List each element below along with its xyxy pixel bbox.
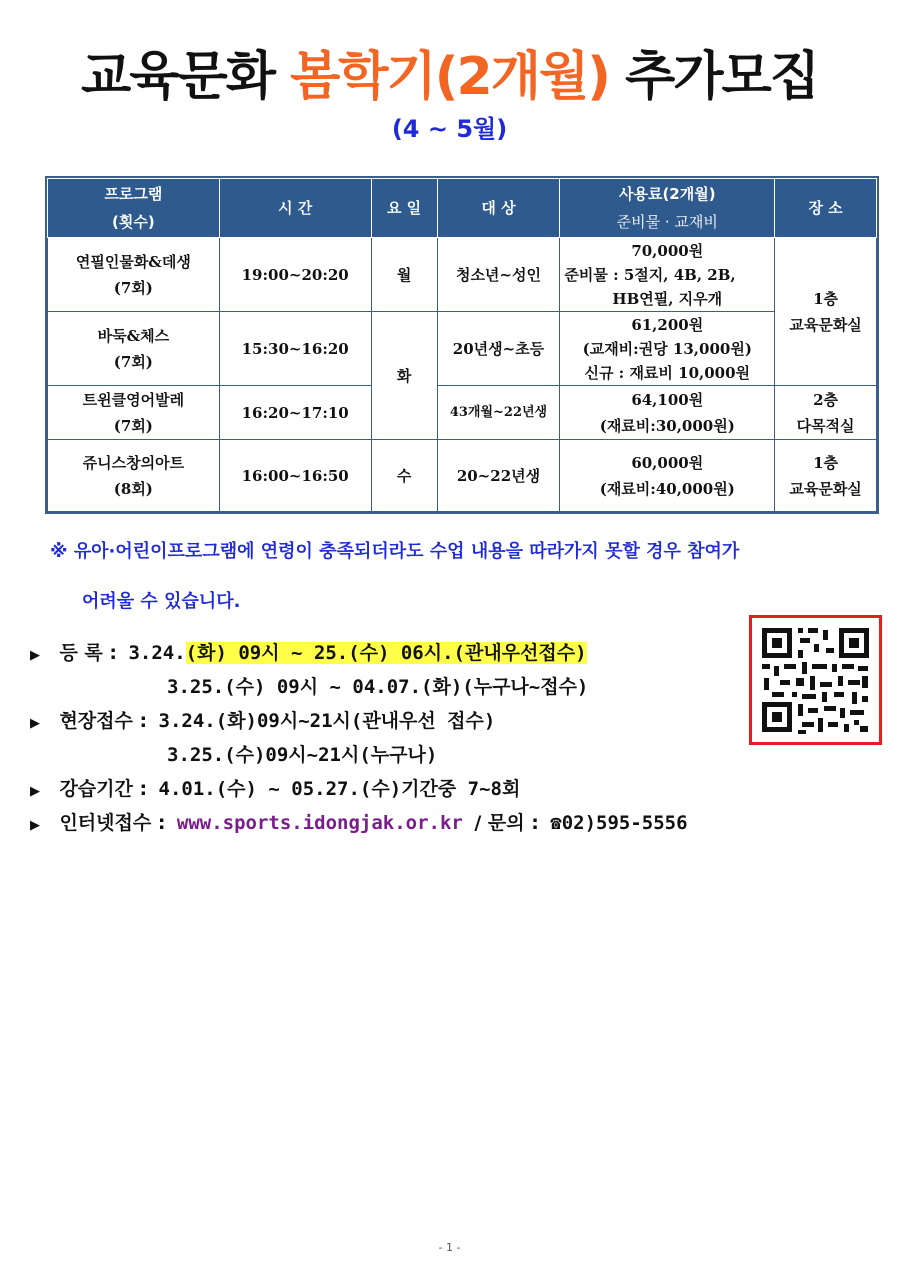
program-target: 20년생~초등 [437, 312, 560, 386]
program-target: 청소년~성인 [437, 238, 560, 312]
registration-label: 등 록 : [59, 642, 117, 664]
table-header-row [48, 179, 877, 238]
onsite-row [30, 704, 790, 738]
registration-info [30, 636, 790, 840]
table-row [48, 440, 877, 512]
program-day: 화 [371, 312, 437, 440]
table-row [48, 312, 877, 386]
age-notice [50, 527, 880, 627]
program-time: 16:20~17:10 [219, 386, 371, 440]
onsite-label: 현장접수 : [59, 710, 148, 732]
program-fee: 61,200원 (교재비:권당 13,000원) 신규 : 재료비 10,000원 [560, 312, 775, 386]
program-fee: 60,000원 (재료비:40,000원) [560, 440, 775, 512]
registration-row [30, 636, 790, 670]
bullet-triangle-icon: ▶ [30, 784, 40, 799]
registration-website-link[interactable]: www.sports.idongjak.or.kr [176, 812, 463, 834]
period-value: 4.01.(수) ~ 05.27.(수)기간중 7~8회 [158, 778, 521, 800]
period-row [30, 772, 790, 806]
bullet-triangle-icon: ▶ [30, 818, 40, 833]
internet-row [30, 806, 790, 840]
onsite-date-1: 3.24.(화)09시~21시(관내우선 접수) [158, 710, 496, 732]
title-part1: 교육문화 [81, 47, 274, 107]
registration-date-highlight: (화) 09시 ~ 25.(수) 06시.(관내우선접수) [185, 642, 587, 664]
program-name: 연필인물화&데생 (7회) [48, 238, 220, 312]
title-part2: 봄학기(2개월) [290, 47, 609, 107]
program-fee: 64,100원 (재료비:30,000원) [560, 386, 775, 440]
header-time: 시 간 [219, 179, 371, 238]
internet-label: 인터넷접수 : [59, 812, 166, 834]
program-place: 2층 다목적실 [775, 386, 877, 440]
program-target: 43개월~22년생 [437, 386, 560, 440]
header-fee: 사용료(2개월) 준비물 · 교재비 [560, 179, 775, 238]
program-place: 1층 교육문화실 [775, 440, 877, 512]
table-row [48, 238, 877, 312]
registration-date-plain: 3.24. [128, 642, 186, 664]
bullet-triangle-icon: ▶ [30, 716, 40, 731]
page-subtitle: (4 ~ 5월) [391, 115, 508, 143]
program-table [47, 178, 877, 512]
qr-code[interactable] [749, 615, 882, 745]
program-time: 15:30~16:20 [219, 312, 371, 386]
inquiry-label: / 문의 : [474, 812, 539, 834]
header-place: 장 소 [775, 179, 877, 238]
notice-line-1: ※ 유아·어린이프로그램에 연령이 충족되더라도 수업 내용을 따라가지 못할 경우 참여가 [50, 541, 740, 562]
table-row [48, 386, 877, 440]
program-target: 20~22년생 [437, 440, 560, 512]
program-fee: 70,000원 준비물 : 5절지, 4B, 2B, HB연필, 지우개 [560, 238, 775, 312]
bullet-triangle-icon: ▶ [30, 648, 40, 663]
program-time: 16:00~16:50 [219, 440, 371, 512]
notice-line-2: 어려울 수 있습니다. [82, 591, 241, 612]
page-number: - 1 - [438, 1241, 461, 1254]
program-name: 바둑&체스 (7회) [48, 312, 220, 386]
inquiry-phone: ☎02)595-5556 [550, 812, 688, 834]
onsite-row-2: 3.25.(수)09시~21시(누구나) [167, 744, 438, 766]
program-day: 월 [371, 238, 437, 312]
program-name: 트윈클영어발레 (7회) [48, 386, 220, 440]
program-name: 쥬니스창의아트 (8회) [48, 440, 220, 512]
program-place: 1층 교육문화실 [775, 238, 877, 386]
header-target: 대 상 [437, 179, 560, 238]
program-day: 수 [371, 440, 437, 512]
page-title [0, 42, 899, 112]
header-program: 프로그램 (횟수) [48, 179, 220, 238]
qr-code-icon [752, 618, 879, 742]
header-day: 요 일 [371, 179, 437, 238]
title-part3: 추가모집 [625, 47, 818, 107]
registration-row-2: 3.25.(수) 09시 ~ 04.07.(화)(누구나~접수) [167, 676, 589, 698]
program-time: 19:00~20:20 [219, 238, 371, 312]
period-label: 강습기간 : [59, 778, 148, 800]
